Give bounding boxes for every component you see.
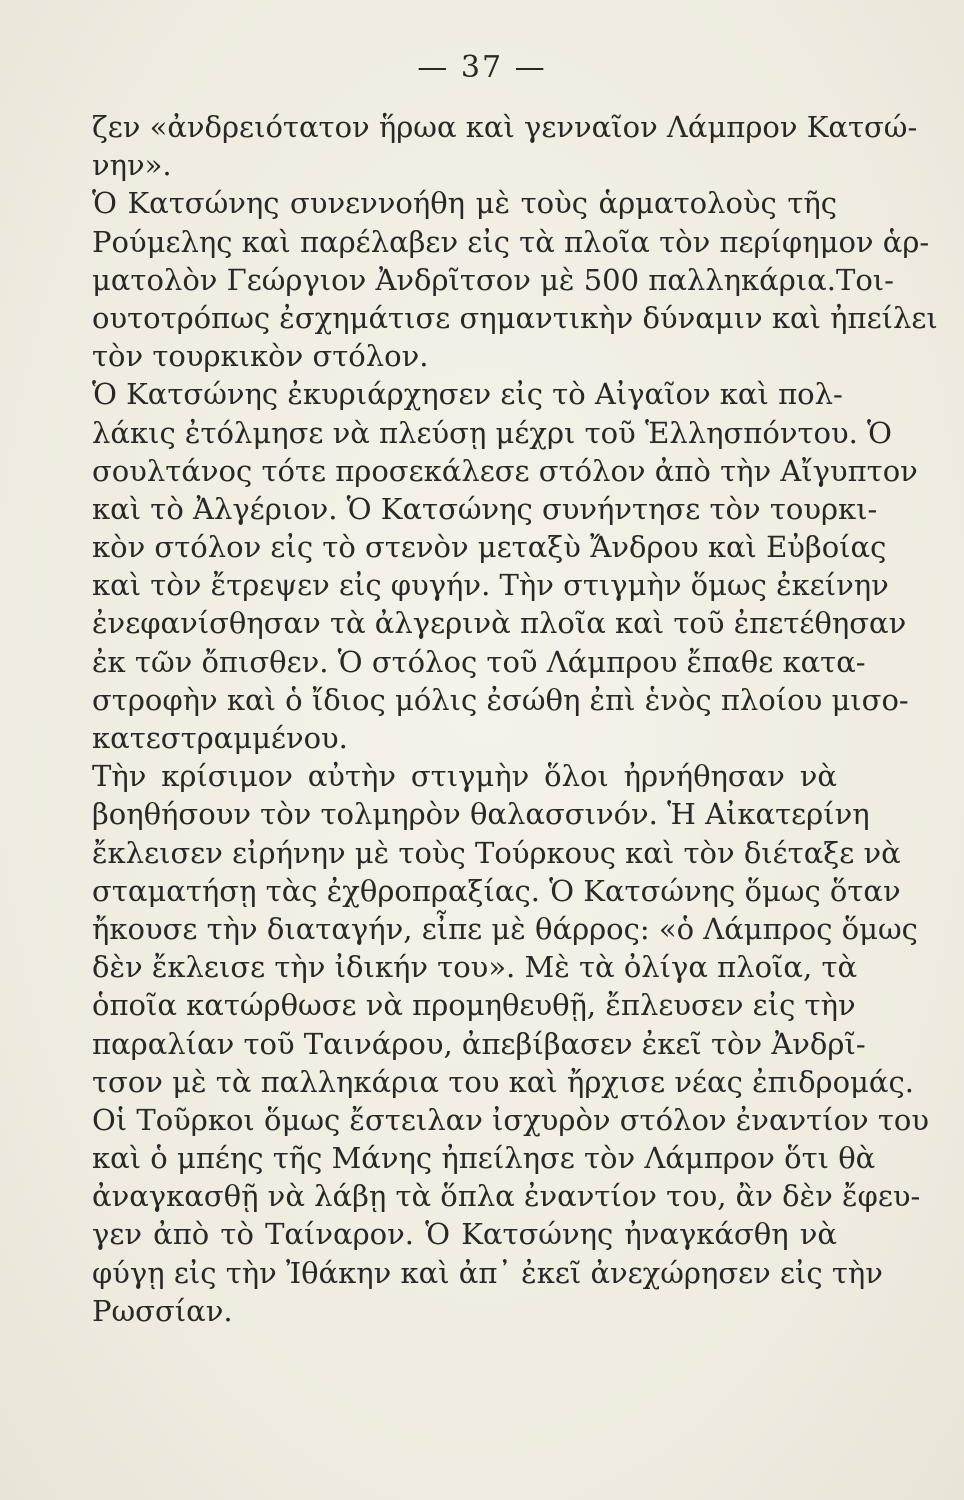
text-line: Ρούμελης καὶ παρέλαβεν εἰς τὰ πλοῖα τὸν περίφημον ἁρ-	[92, 224, 930, 259]
text-line: λάκις ἐτόλμησε νὰ πλεύσῃ μέχρι τοῦ Ἑλλησπόντου. Ὁ	[92, 415, 892, 450]
body-text	[92, 108, 938, 1330]
text-line: καὶ τὸ Ἀλγέριον. Ὁ Κατσώνης συνήντησε τὸν τουρκι-	[92, 491, 878, 526]
text-line: Ὁ Κατσώνης ἐκυριάρχησεν εἰς τὸ Αἰγαῖον καὶ πολ-	[92, 377, 843, 412]
page-number: — 37 —	[417, 50, 547, 85]
text-line: ἐνεφανίσθησαν τὰ ἀλγερινὰ πλοῖα καὶ τοῦ ἐπετέθησαν	[92, 606, 907, 641]
text-line: στροφὴν καὶ ὁ ἴδιος μόλις ἐσώθη ἐπὶ ἑνὸς πλοίου μισο-	[92, 682, 909, 717]
text-line: ἤκουσε τὴν διαταγήν, εἶπε μὲ θάρρος: «ὁ Λάμπρος ὅμως	[92, 911, 918, 946]
text-line: ἀναγκασθῇ νὰ λάβῃ τὰ ὅπλα ἐναντίον του, ἂν δὲν ἔφευ-	[92, 1179, 921, 1214]
text-line: φύγῃ εἰς τὴν Ἰθάκην καὶ ἀπ᾿ ἐκεῖ ἀνεχώρησεν εἰς τὴν	[92, 1255, 883, 1290]
text-line: ζεν «ἀνδρειότατον ἥρωα καὶ γενναῖον Λάμπρον Κατσώ-	[92, 110, 918, 144]
text-line: ὁποῖα κατώρθωσε νὰ προμηθευθῇ, ἔπλευσεν εἰς τὴν	[92, 988, 856, 1023]
text-line: τὸν τουρκικὸν στόλον.	[92, 339, 429, 374]
text-line: Οἱ Τοῦρκοι ὅμως ἔστειλαν ἰσχυρὸν στόλον ἐναντίον του	[92, 1102, 930, 1137]
text-line: Ὁ Κατσώνης συνεννοήθη μὲ τοὺς ἁρματολοὺς τῆς	[92, 186, 837, 221]
text-line: κατεστραμμένου.	[92, 721, 348, 755]
text-line: παραλίαν τοῦ Ταινάρου, ἀπεβίβασεν ἐκεῖ τὸν Ἀνδρῖ-	[92, 1026, 866, 1061]
text-line: ματολὸν Γεώργιον Ἀνδρῖτσον μὲ 500 παλληκάρια.Τοι-	[92, 262, 894, 297]
text-line: νην».	[92, 148, 172, 183]
text-line: καὶ τὸν ἔτρεψεν εἰς φυγήν. Τὴν στιγμὴν ὅμως ἐκείνην	[92, 568, 889, 603]
text-line: βοηθήσουν τὸν τολμηρὸν θαλασσινόν. Ἡ Αἰκατερίνη	[92, 797, 870, 832]
text-line: σταματήσῃ τὰς ἐχθροπραξίας. Ὁ Κατσώνης ὅμως ὅταν	[92, 873, 901, 908]
text-line: Τὴν κρίσιμον αὐτὴν στιγμὴν ὅλοι ἠρνήθησαν νὰ	[92, 759, 837, 794]
text-line: σουλτάνος τότε προσεκάλεσε στόλον ἀπὸ τὴν Αἴγυπτον	[92, 453, 918, 488]
text-line: ουτοτρόπως ἐσχημάτισε σημαντικὴν δύναμιν καὶ ἠπείλει	[92, 300, 938, 335]
text-line: τσον μὲ τὰ παλληκάρια του καὶ ἤρχισε νέας ἐπιδρομάς.	[92, 1064, 914, 1099]
text-line: δὲν ἔκλεισε τὴν ἰδικήν του». Μὲ τὰ ὀλίγα πλοῖα, τὰ	[92, 950, 858, 985]
text-line: καὶ ὁ μπέης τῆς Μάνης ἠπείλησε τὸν Λάμπρον ὅτι θὰ	[92, 1141, 876, 1176]
text-line: ἐκ τῶν ὄπισθεν. Ὁ στόλος τοῦ Λάμπρου ἔπαθε κατα-	[92, 644, 866, 679]
text-line: Ρωσσίαν.	[92, 1293, 233, 1328]
text-line: κὸν στόλον εἰς τὸ στενὸν μεταξὺ Ἄνδρου καὶ Εὐβοίας	[92, 530, 887, 565]
text-line: γεν ἀπὸ τὸ Ταίναρον. Ὁ Κατσώνης ἠναγκάσθη νὰ	[92, 1217, 837, 1252]
text-line: ἔκλεισεν εἰρήνην μὲ τοὺς Τούρκους καὶ τὸν διέταξε νὰ	[92, 835, 901, 870]
